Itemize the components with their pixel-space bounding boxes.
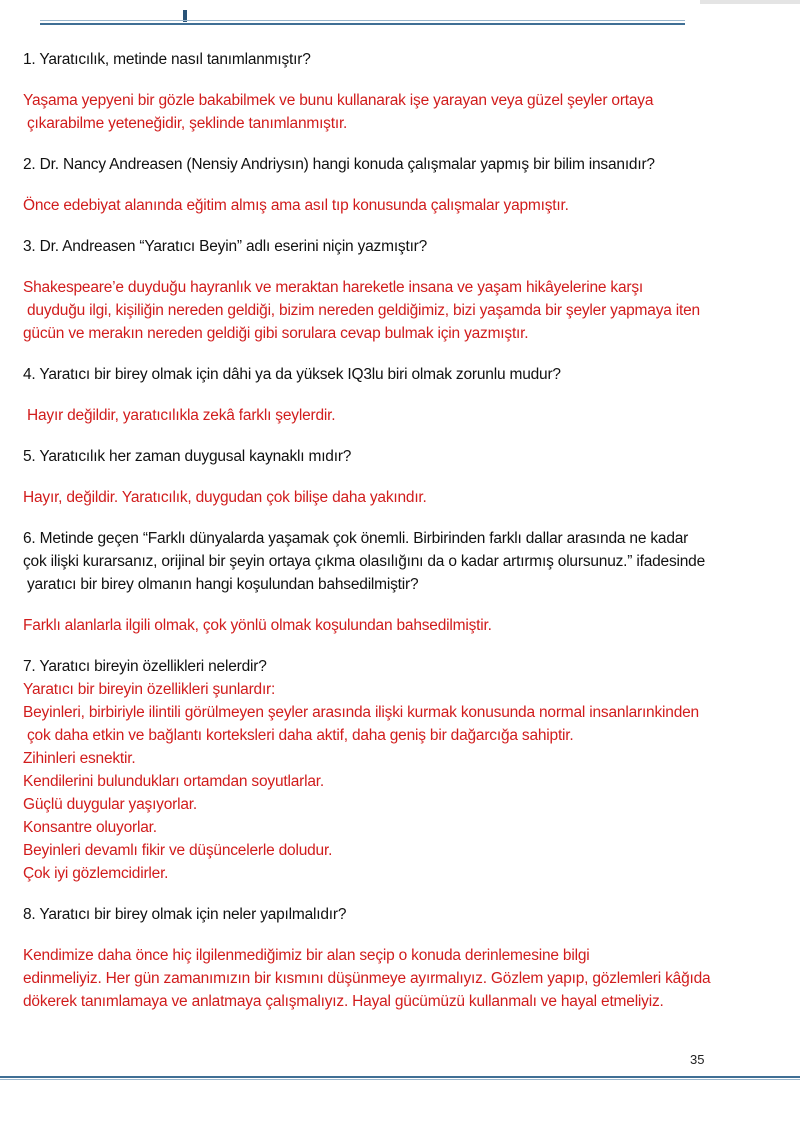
answer-6-line-1: Farklı alanlarla ilgili olmak, çok yönlü olmak koşulundan bahsedilmiştir. <box>23 617 492 634</box>
answer-8-line-2: edinmeliyiz. Her gün zamanımızın bir kısmını düşünmeye ayırmalıyız. Gözlem yapıp, gözlemleri kâğıda <box>23 970 711 987</box>
page-number: 35 <box>690 1052 705 1067</box>
answer-7-line-5: Kendilerini bulundukları ortamdan soyutlarlar. <box>23 773 324 790</box>
answer-3-line-2: duyduğu ilgi, kişiliğin nereden geldiği, bizim nereden geldiğimiz, bizi yaşamda bir şeyler yapmaya iten <box>27 302 700 319</box>
answer-8-line-1: Kendimize daha önce hiç ilgilenmediğimiz bir alan seçip o konuda derinlemesine bilgi <box>23 947 590 964</box>
question-6-line-2: çok ilişki kurarsanız, orijinal bir şeyin ortaya çıkma olasılığını da o kadar artırmış olursunuz.” ifadesinde <box>23 553 706 570</box>
question-6-line-3: yaratıcı bir birey olmanın hangi koşulundan bahsedilmiştir? <box>27 576 419 593</box>
worksheet-content <box>23 48 793 1013</box>
answer-4-line-1: Hayır değildir, yaratıcılıkla zekâ farklı şeylerdir. <box>27 407 336 424</box>
answer-7-line-8: Beyinleri devamlı fikir ve düşüncelerle doludur. <box>23 842 333 859</box>
answer-7-line-6: Güçlü duygular yaşıyorlar. <box>23 796 197 813</box>
question-2: 2. Dr. Nancy Andreasen (Nensiy Andriysın) hangi konuda çalışmalar yapmış bir bilim insanıdır? <box>23 156 655 173</box>
answer-2-line-1: Önce edebiyat alanında eğitim almış ama asıl tıp konusunda çalışmalar yapmıştır. <box>23 197 569 214</box>
top-corner-strip <box>700 0 800 4</box>
answer-1-line-2: çıkarabilme yeteneğidir, şeklinde tanımlanmıştır. <box>27 115 348 132</box>
answer-3-line-1: Shakespeare’e duyduğu hayranlık ve meraktan hareketle insana ve yaşam hikâyelerine karşı <box>23 279 643 296</box>
answer-8-line-3: dökerek tanımlamaya ve anlatmaya çalışmalıyız. Hayal gücümüzü kullanmalı ve hayal etmeliyiz. <box>23 993 664 1010</box>
answer-5-line-1: Hayır, değildir. Yaratıcılık, duygudan çok bilişe daha yakındır. <box>23 489 427 506</box>
answer-7-line-3: çok daha etkin ve bağlantı korteksleri daha aktif, daha geniş bir dağarcığa sahiptir. <box>27 727 574 744</box>
question-5: 5. Yaratıcılık her zaman duygusal kaynaklı mıdır? <box>23 448 352 465</box>
answer-7-line-7: Konsantre oluyorlar. <box>23 819 157 836</box>
question-4: 4. Yaratıcı bir birey olmak için dâhi ya da yüksek IQ3lu biri olmak zorunlu mudur? <box>23 366 561 383</box>
footer-rule <box>0 1076 800 1080</box>
question-6-line-1: 6. Metinde geçen “Farklı dünyalarda yaşamak çok önemli. Birbirinden farklı dallar arasında ne kadar <box>23 530 689 547</box>
question-8: 8. Yaratıcı bir birey olmak için neler yapılmalıdır? <box>23 906 347 923</box>
answer-7-line-4: Zihinleri esnektir. <box>23 750 136 767</box>
question-3: 3. Dr. Andreasen “Yaratıcı Beyin” adlı eserini niçin yazmıştır? <box>23 238 428 255</box>
answer-7-line-9: Çok iyi gözlemcidirler. <box>23 865 169 882</box>
answer-1-line-1: Yaşama yepyeni bir gözle bakabilmek ve bunu kullanarak işe yarayan veya güzel şeyler ortaya <box>23 92 654 109</box>
header-rule <box>40 20 685 26</box>
answer-7-line-1: Yaratıcı bir bireyin özellikleri şunlardır: <box>23 681 276 698</box>
question-1: 1. Yaratıcılık, metinde nasıl tanımlanmıştır? <box>23 51 311 68</box>
question-7: 7. Yaratıcı bireyin özellikleri nelerdir? <box>23 658 267 675</box>
answer-3-line-3: gücün ve merakın nereden geldiği gibi sorulara cevap bulmak için yazmıştır. <box>23 325 529 342</box>
answer-7-line-2: Beyinleri, birbiriyle ilintili görülmeyen şeyler arasında ilişki kurmak konusunda normal insanlarınkinden <box>23 704 699 721</box>
